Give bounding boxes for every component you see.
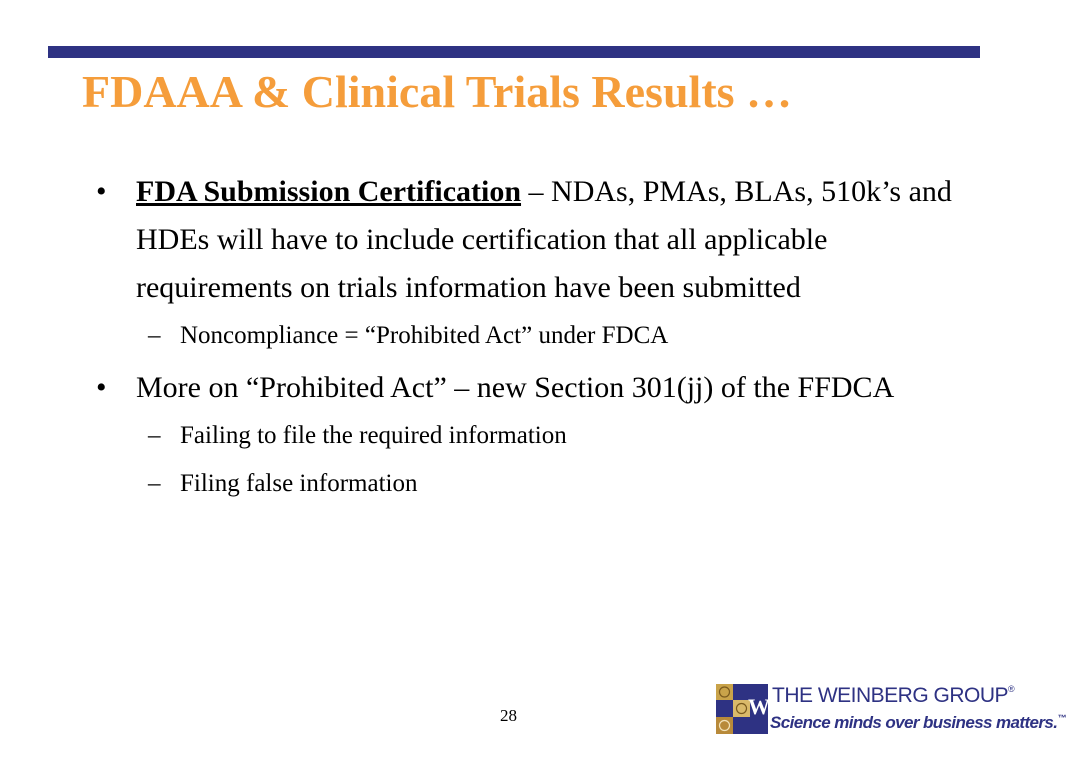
- bullet-text: – NDAs, PMAs, BLAs, 510k’s and HDEs will have to include certification that all applicable requirements on trials information have been submitted: [136, 175, 952, 304]
- weinberg-group-logo: [716, 684, 1066, 740]
- sub-bullet-item: [96, 416, 956, 456]
- page-number: 28: [500, 706, 517, 725]
- sub-bullet-item: [96, 316, 956, 356]
- slide-title: FDAAA & Clinical Trials Results …: [82, 66, 793, 117]
- bullet-item: [96, 364, 956, 412]
- bullet-text: More on “Prohibited Act” – new Section 301(jj) of the FFDCA: [136, 371, 895, 404]
- bullet-marker: •: [96, 371, 107, 404]
- sub-bullet-text: Noncompliance = “Prohibited Act” under FDCA: [180, 322, 669, 349]
- sub-bullet-text: Failing to file the required information: [180, 422, 567, 449]
- logo-letter: W: [748, 694, 770, 719]
- slide-body: [96, 168, 956, 504]
- logo-company-name: THE WEINBERG GROUP®: [772, 684, 1015, 707]
- logo-tagline: Science minds over business matters.™: [770, 713, 1066, 732]
- bullet-marker: •: [96, 175, 107, 208]
- bullet-heading: FDA Submission Certification: [136, 175, 522, 208]
- sub-bullet-marker: –: [148, 470, 161, 497]
- bullet-item: [96, 168, 956, 312]
- logo-mosaic-icon: [716, 684, 768, 734]
- sub-bullet-item: [96, 464, 956, 504]
- sub-bullet-text: Filing false information: [180, 470, 418, 497]
- sub-bullet-marker: –: [148, 322, 161, 349]
- sub-bullet-marker: –: [148, 422, 161, 449]
- title-rule: [48, 46, 980, 58]
